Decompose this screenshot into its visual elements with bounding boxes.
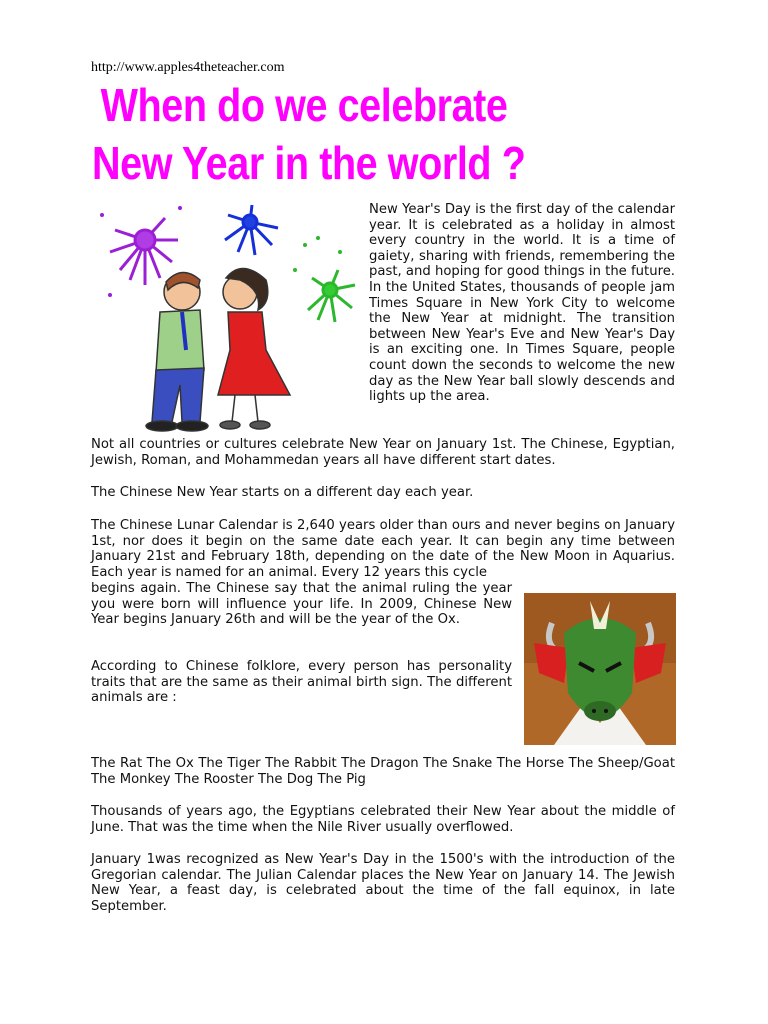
intro-paragraph: New Year's Day is the first day of the calendar year. It is celebrated as a holiday in almost every country in the world. It is a time of gaiety, sharing with friends, remembering the past, and hoping for good things in the future. In the United States, thousands of people jam Times Square in New York City to welcome the New Year at midnight. The transition between New Year's Eve and New Year's Day is an exciting one. In Times Square, people count down the seconds to welcome the new day as the New Year ball slowly descends and lights up the area. [369,202,675,405]
page-title [92,76,525,192]
paragraph-calendars: January 1was recognized as New Year's Day in the 1500's with the introduction of the Gregorian calendar. The Julian Calendar places the New Year on January 14. The Jewish New Year, a feast day, is celebrated about the time of the fall equinox, in late September. [91,852,675,914]
source-url: http://www.apples4theteacher.com [91,60,285,75]
dragon-head-illustration [524,593,676,745]
paragraph-animal-cycle: begins again. The Chinese say that the animal ruling the year you were born will influence your life. In 2009, Chinese New Year begins January 26th and will be the year of the Ox. [91,581,512,628]
paragraph-animal-list: The Rat The Ox The Tiger The Rabbit The Dragon The Snake The Horse The Sheep/Goat The Monkey The Rooster The Dog The Pig [91,756,675,787]
paragraph-chinese-new-year: The Chinese New Year starts on a different day each year. [91,485,474,500]
kissing-couple-fireworks-illustration [90,200,360,440]
title-line-1: When do we celebrate [100,79,508,131]
paragraph-egyptians: Thousands of years ago, the Egyptians celebrated their New Year about the middle of June. That was the time when the Nile River usually overflowed. [91,804,675,835]
title-line-2: New Year in the world ? [92,137,526,189]
paragraph-start-dates: Not all countries or cultures celebrate New Year on January 1st. The Chinese, Egyptian, Jewish, Roman, and Mohammedan years all have different start dates. [91,437,675,468]
purple-firework [110,218,178,285]
paragraph-folklore: According to Chinese folklore, every person has personality traits that are the same as their animal birth sign. The different animals are : [91,659,512,706]
green-sparks [293,236,342,272]
woman-figure [218,268,290,429]
man-figure [146,272,208,431]
green-firework [308,270,355,322]
blue-firework [225,205,278,255]
paragraph-lunar-calendar: The Chinese Lunar Calendar is 2,640 years older than ours and never begins on January 1st, nor does it begin on the same date each year. It can begin any time between January 21st and February 18th, depending on the date of the New Moon in Aquarius. Each year is named for an animal. Every 12 years this cycle [91,518,675,580]
